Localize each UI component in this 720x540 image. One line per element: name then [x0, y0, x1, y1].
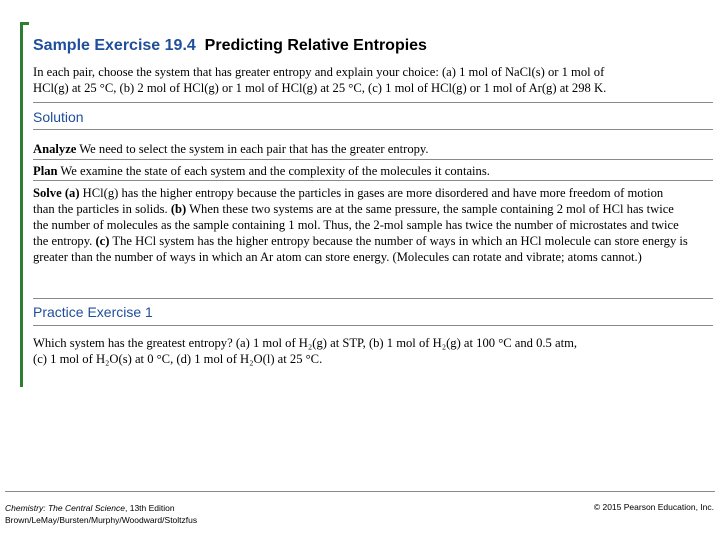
practice-line-2: (c) 1 mol of H₂O(s) at 0 °C, (d) 1 mol of H₂O(l) at 25 °C.	[33, 352, 323, 366]
practice-line-1: Which system has the greatest entropy? (a) 1 mol of H₂(g) at STP, (b) 1 mol of H₂(g) at 100 °C and 0.5 atm,	[33, 336, 578, 350]
solve-paragraph	[33, 185, 688, 265]
analyze-label: Analyze	[33, 142, 77, 156]
book-authors: Brown/LeMay/Bursten/Murphy/Woodward/Stoltzfus	[5, 515, 198, 525]
solve-label: Solve	[33, 186, 62, 200]
divider	[33, 102, 713, 103]
plan-label: Plan	[33, 164, 58, 178]
green-frame-top	[20, 22, 29, 25]
solve-text-1: HCl(g) has the higher entropy because the particles in gases are more disordered and have more freedom of motion than the particles in solids.	[33, 186, 664, 216]
practice-heading: Practice Exercise 1	[33, 304, 153, 320]
green-frame-left	[20, 22, 23, 387]
footer-divider	[5, 491, 715, 492]
copyright: © 2015 Pearson Education, Inc.	[593, 502, 714, 512]
exercise-title: Predicting Relative Entropies	[204, 37, 427, 54]
footer-citation	[5, 502, 197, 526]
page-title	[33, 37, 427, 55]
problem-line-2: HCl(g) at 25 °C, (b) 2 mol of HCl(g) or 1 mol of HCl(g) at 25 °C, (c) 1 mol of HCl(g) or 1 mol of Ar(g) at 298 K.	[33, 81, 607, 95]
book-edition: , 13th Edition	[125, 503, 175, 513]
solution-heading: Solution	[33, 109, 84, 125]
problem-statement	[33, 64, 683, 96]
solve-part-b: (b)	[170, 202, 187, 216]
solve-text-2: When these two systems are at the same pressure, the sample containing 2 mol of HCl has twice the number of molecules as the sample containing 1 mol. Thus, the 2-mol sample has twice the number of microstates and twice the entropy.	[33, 202, 679, 248]
exercise-number: Sample Exercise 19.4	[33, 37, 196, 54]
solve-text-3: The HCl system has the higher entropy because the number of ways in which an HCl molecule can store energy is greater than the number of ways in which an Ar atom can store energy. (Molecules can rotate and vibrate; atoms cannot.)	[33, 234, 688, 264]
divider	[33, 159, 713, 160]
divider	[33, 180, 713, 181]
solve-part-c: (c)	[95, 234, 110, 248]
book-title: Chemistry: The Central Science	[5, 503, 125, 513]
divider	[33, 298, 713, 299]
analyze-paragraph	[33, 141, 693, 157]
plan-text: We examine the state of each system and the complexity of the molecules it contains.	[57, 164, 490, 178]
solve-part-a: (a)	[64, 186, 80, 200]
practice-question	[33, 335, 693, 367]
analyze-text: We need to select the system in each pair that has the greater entropy.	[76, 142, 429, 156]
problem-line-1: In each pair, choose the system that has greater entropy and explain your choice: (a) 1 mol of NaCl(s) or 1 mol of	[33, 65, 605, 79]
divider	[33, 325, 713, 326]
plan-paragraph	[33, 163, 693, 179]
divider	[33, 129, 713, 130]
